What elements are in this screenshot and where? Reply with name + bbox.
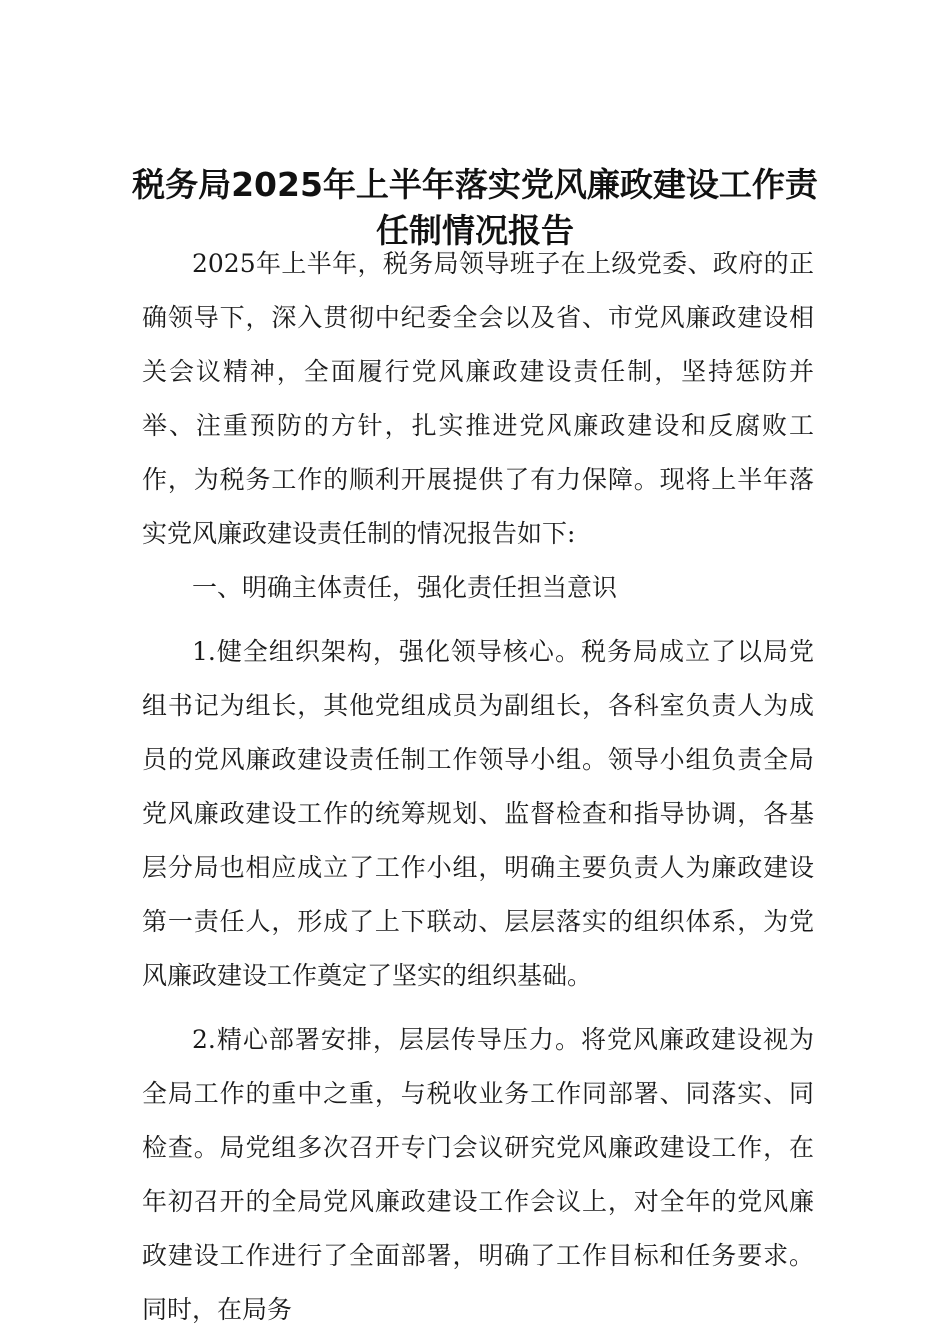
report-body <box>142 237 814 1337</box>
report-title-line-1: 税务局2025年上半年落实党风廉政建设工作责 <box>132 165 818 204</box>
intro-paragraph: 2025年上半年，税务局领导班子在上级党委、政府的正确领导下，深入贯彻中纪委全会以及省、市党风廉政建设相关会议精神，全面履行党风廉政建设责任制，坚持惩防并举、注重预防的方针，扎实推进党风廉政建设和反腐败工作，为税务工作的顺利开展提供了有力保障。现将上半年落实党风廉政建设责任制的情况报告如下: <box>142 249 814 548</box>
report-title-line-2: 任制情况报告 <box>376 211 574 250</box>
section-heading-1: 一、明确主体责任，强化责任担当意识 <box>192 573 618 602</box>
item-paragraph-1: 1.健全组织架构，强化领导核心。税务局成立了以局党组书记为组长，其他党组成员为副组长，各科室负责人为成员的党风廉政建设责任制工作领导小组。领导小组负责全局党风廉政建设工作的统筹规划、监督检查和指导协调，各基层分局也相应成立了工作小组，明确主要负责人为廉政建设第一责任人，形成了上下联动、层层落实的组织体系，为党风廉政建设工作奠定了坚实的组织基础。 <box>142 637 814 990</box>
item-paragraph-2: 2.精心部署安排，层层传导压力。将党风廉政建设视为全局工作的重中之重，与税收业务工作同部署、同落实、同检查。局党组多次召开专门会议研究党风廉政建设工作，在年初召开的全局党风廉政建设工作会议上，对全年的党风廉政建设工作进行了全面部署，明确了工作目标和任务要求。同时，在局务 <box>142 1025 814 1324</box>
